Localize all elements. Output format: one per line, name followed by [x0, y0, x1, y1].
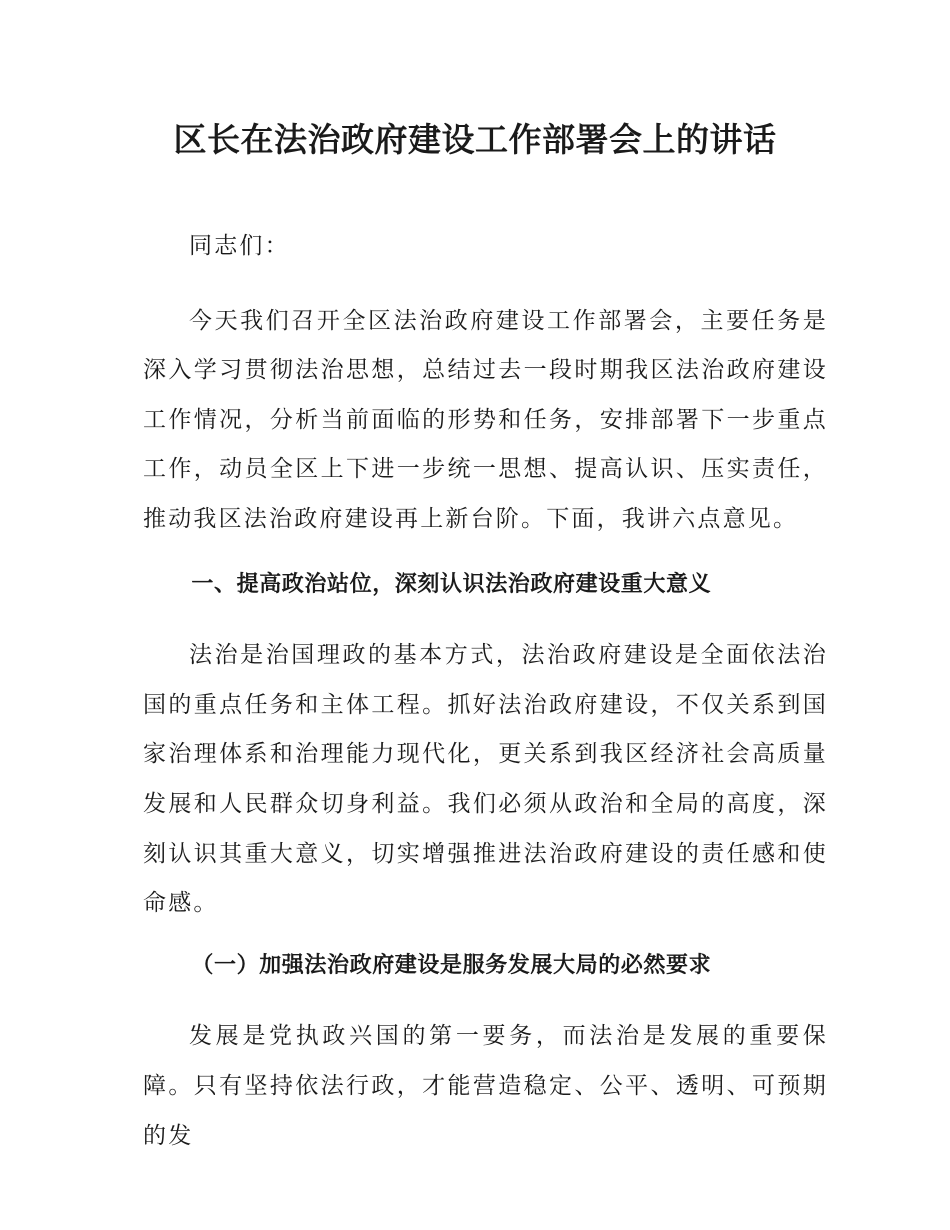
- section-heading-1: 一、提高政治站位，深刻认识法治政府建设重大意义: [191, 571, 712, 597]
- subsection-heading-1-1: （一）加强法治政府建设是服务发展大局的必然要求: [191, 952, 712, 978]
- paragraph-intro: 今天我们召开全区法治政府建设工作部署会，主要任务是深入学习贯彻法治思想，总结过去一段时期我区法治政府建设工作情况，分析当前面临的形势和任务，安排部署下一步重点工作，动员全区上下进一步统一思想、提高认识、压实责任，推动我区法治政府建设再上新台阶。下面，我讲六点意见。: [143, 307, 828, 532]
- greeting: 同志们：: [189, 233, 290, 259]
- paragraph-development: 发展是党执政兴国的第一要务，而法治是发展的重要保障。只有坚持依法行政，才能营造稳定、公平、透明、可预期的发: [143, 1023, 828, 1149]
- paragraph-significance: 法治是治国理政的基本方式，法治政府建设是全面依法治国的重点任务和主体工程。抓好法治政府建设，不仅关系到国家治理体系和治理能力现代化，更关系到我区经济社会高质量发展和人民群众切身利益。我们必须从政治和全局的高度，深刻认识其重大意义，切实增强推进法治政府建设的责任感和使命感。: [143, 642, 828, 917]
- document-body: [143, 222, 828, 1161]
- document-title: 区长在法治政府建设工作部署会上的讲话: [173, 120, 777, 159]
